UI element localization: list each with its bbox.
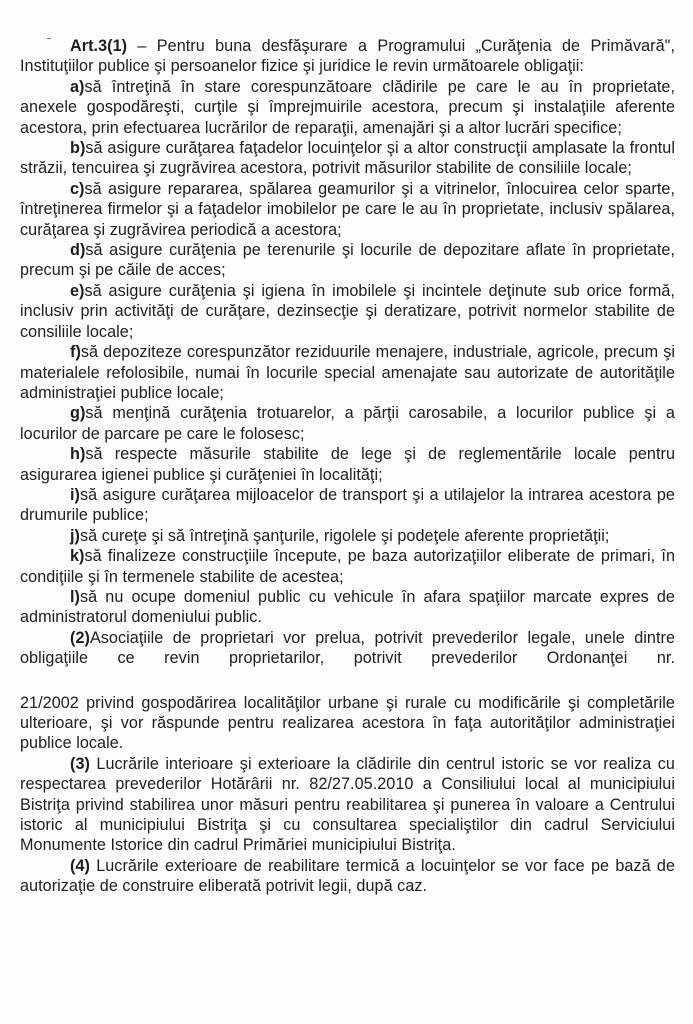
item-text: să depoziteze corespunzător reziduurile menajere, industriale, agricole, precum şi materialele refolosibile, numai în locurile special amenajate sau autorizate de autorităţile administraţiei publice locale; [20, 343, 675, 402]
item-text: să asigure repararea, spălarea geamurilor şi a vitrinelor, înlocuirea celor sparte, întreţinerea firmelor şi a faţadelor imobilelor pe care le au în proprietate, inclusiv spălarea, curăţarea şi zugrăvirea periodică a acestora; [20, 179, 675, 239]
item-text: să asigure curăţenia şi igiena în imobilele şi incintele deţinute sub orice formă, inclusiv prin activităţi de curăţare, dezinsecţie şi deratizare, potrivit normelor stabilite de consiliile locale; [20, 281, 675, 341]
item-text: să finalizeze construcţiile începute, pe baza autorizaţiilor eliberate de primari, în condiţiile şi în termenele stabilite de acestea; [20, 547, 675, 586]
list-item [20, 240, 675, 281]
paragraph-3-label: (3) [70, 754, 90, 773]
paragraph-2-text-1: Asociaţiile de proprietari vor prelua, potrivit prevederilor legale, unele dintre obligaţiile ce revin proprietarilor, potrivit prevederilor Ordonanţei nr. [20, 628, 675, 668]
list-item [20, 281, 675, 342]
item-text: să menţină curăţenia trotuarelor, a părţii carosabile, a locurilor publice şi a locurilor de parcare pe care le folosesc; [20, 404, 675, 443]
list-item [20, 444, 675, 485]
list-item [20, 403, 675, 444]
article-3-intro [20, 36, 675, 77]
item-label: k) [70, 547, 85, 566]
page-break-gap [20, 669, 675, 693]
item-label: a) [70, 77, 85, 96]
list-item [20, 138, 675, 179]
item-label: j) [70, 526, 80, 545]
paragraph-2-text-2: 21/2002 privind gospodărirea localităţilor urbane şi rurale cu modificările şi completările ulterioare, şi vor răspunde pentru realizarea acestora în faţa autorităţilor administraţiei publice locale. [20, 693, 675, 753]
item-text: să asigure curăţenia pe terenurile şi locurile de depozitare aflate în proprietate, precum şi pe căile de acces; [20, 241, 675, 280]
paragraph-3-text: Lucrările interioare şi exterioare la clădirile din centrul istoric se vor realiza cu respectarea prevederilor Hotărârii nr. 82/27.05.2010 a Consiliului local al municipiului Bistriţa privind stabilirea unor măsuri pentru reabilitarea şi punerea în valoare a Centrului istoric al municipiului Bistriţa şi cu consultarea specialiştilor din cadrul Serviciului Monumente Istorice din cadrul Primăriei municipiului Bistriţa. [20, 754, 675, 855]
list-item [20, 587, 675, 628]
list-item [20, 77, 675, 138]
item-label: i) [70, 485, 80, 504]
paragraph-4-text: Lucrările exterioare de reabilitare termică a locuinţelor se vor face pe bază de autorizaţie de construire eliberată potrivit legii, după caz. [20, 856, 675, 896]
item-label: h) [70, 445, 86, 464]
list-item [20, 485, 675, 526]
item-text: să respecte măsurile stabilite de lege şi de reglementările locale pentru asigurarea igienei publice şi curăţeniei în localităţi; [20, 445, 675, 484]
list-item [20, 546, 675, 587]
item-label: c) [70, 179, 85, 198]
item-text: să asigure curăţarea mijloacelor de transport şi a utilajelor la intrarea acestora pe drumurile publice; [20, 485, 675, 525]
document-page [20, 36, 675, 897]
paragraph-2-part-2 [20, 693, 675, 754]
item-text: să cureţe şi să întreţină şanţurile, rigolele şi podeţele aferente proprietăţii; [80, 526, 610, 545]
item-text: să asigure curăţarea faţadelor locuinţelor şi a altor construcţii amplasate la frontul străzii, tencuirea şi zugrăvirea acestora, potrivit măsurilor stabilite de consiliile locale; [20, 139, 675, 178]
paragraph-3 [20, 754, 675, 856]
list-item [20, 342, 675, 403]
article-heading: Art.3(1) [70, 37, 128, 55]
item-label: g) [70, 404, 86, 423]
item-label: l) [70, 587, 80, 606]
item-label: e) [70, 281, 85, 300]
item-label: b) [70, 139, 86, 158]
paragraph-2-label: (2) [70, 628, 90, 647]
article-intro-text: – Pentru buna desfăşurare a Programului „Curăţenia de Primăvară", Instituţiilor publice şi persoanelor fizice şi juridice le revin următoarele obligaţii: [20, 37, 675, 76]
item-text: să nu ocupe domeniul public cu vehicule în afara spaţiilor marcate expres de administratorul domeniului public. [20, 587, 675, 627]
list-item [20, 526, 675, 546]
item-label: f) [70, 343, 81, 362]
paragraph-4 [20, 856, 675, 897]
paragraph-4-label: (4) [70, 856, 90, 875]
item-label: d) [70, 241, 86, 260]
paragraph-2-part-1 [20, 628, 675, 669]
item-text: să întreţină în stare corespunzătoare clădirile pe care le au în proprietate, anexele gospodăreşti, curţile şi împrejmuirile acestora, precum şi instalaţiile aferente acestora, prin efectuarea lucrărilor de reparaţii, amenajări şi a altor lucrări specifice; [20, 77, 675, 137]
list-item [20, 179, 675, 240]
